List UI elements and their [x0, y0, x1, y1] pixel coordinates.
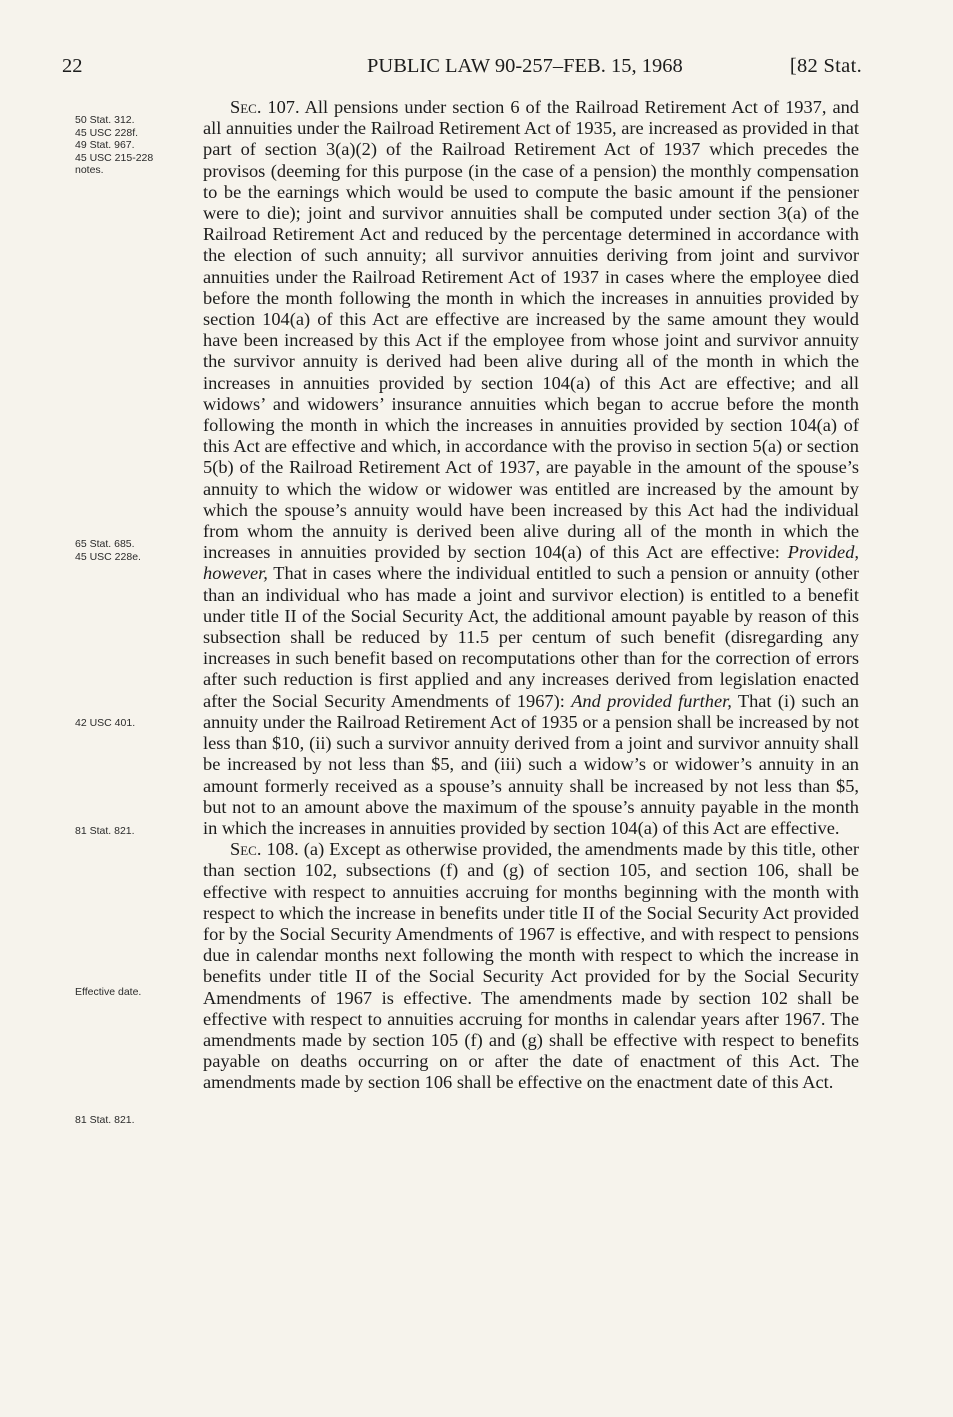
section-108 — [203, 839, 859, 1093]
page-header — [62, 52, 862, 82]
proviso-heading: Provided, however, — [203, 542, 859, 584]
section-text: That (i) such an annuity under the Railroad Retirement Act of 1935 or a pension shall be increased by not less than $10, (ii) such a survivor annuity derived from a joint and survivor annuity shall be increased by not less than $5, and (iii) such a widow’s or widower’s annuity in an amount formerly received as a spouse’s annuity shall be increased by not less than $5, but not to an amount above the maximum of the spouse’s annuity payable in the month in which the increases in annuities provided by section 104(a) of this Act are effective. — [203, 690, 859, 838]
section-text: All pensions under section 6 of the Railroad Retirement Act of 1937, and all annuities under the Railroad Retirement Act of 1935, are increased as provided in that part of section 3(a)(2) of the Railroad Retirement Act of 1937 which precedes the provisos (deeming for this purpose (in the case of a pension) the monthly compensation to be the earnings which would be used to compute the basic amount if the pensioner were to die); joint and survivor annuities shall be computed under section 3(a) of the Railroad Retirement Act and reduced by the percentage determined in accordance with the election of such annuity; all survivor annuities deriving from joint and survivor annuities under the Railroad Retirement Act of 1937 in cases where the employee died before the month following the month in which the increases in annuities provided by section 104(a) of this Act are effective are increased by the same amount they would have been increased by this Act if the employee from whose joint and survivor annuity the survivor annuity is derived had been alive during all of the month in which the increases in annuities provided by section 104(a) of this Act are effective; and all widows’ and widowers’ insurance annuities which began to accrue before the month following the month in which the increases in annuities provided by section 104(a) of this Act are effective and which, in accordance with the proviso in section 5(a) or section 5(b) of the Railroad Retirement Act of 1937, are payable in the amount of the spouse’s annuity to which the widow or widower was entitled are increased by the amount by which the spouse’s annuity would have been increased by this Act had the individual from whom the annuity is derived been alive during all of the month in which the increases in annuities provided by section 104(a) of this Act are effective: — [203, 97, 859, 563]
margin-citation: 65 Stat. 685. 45 USC 228e. — [75, 538, 141, 563]
section-label: Sec. 108. — [230, 839, 299, 860]
section-107 — [203, 97, 859, 839]
section-text: (a) Except as otherwise provided, the amendments made by this title, other than section 102, subsections (f) and (g) of section 105, and section 106, shall be effective with respect to annuities accruing for months beginning with the month with respect to which the increase in benefits under title II of the Social Security Act provided for by the Social Security Amendments of 1967 is effective, and with respect to pensions due in calendar months next following the month with respect to which the increase in benefits under title II of the Social Security Act provided for by the Social Security Amendments of 1967 is effective. The amendments made by section 102 shall be effective with respect to annuities accruing for months in calendar years after 1967. The amendments made by section 105 (f) and (g) shall be effective with respect to benefits payable on deaths occurring on or after the date of enactment of this Act. The amendments made by section 106 shall be effective on the enactment date of this Act. — [203, 839, 859, 1093]
margin-citation: 50 Stat. 312. 45 USC 228f. 49 Stat. 967. 45 USC 215-228 notes. — [75, 114, 154, 176]
margin-citation: 81 Stat. 821. — [75, 825, 135, 837]
margin-citation: 81 Stat. 821. — [75, 1114, 135, 1126]
statute-reference: [82 Stat. — [789, 55, 862, 77]
page-number: 22 — [62, 55, 83, 77]
section-text: That in cases where the individual entitled to such a pension or annuity (other than an individual who has made a joint and survivor election) is entitled to a benefit under title II of the Social Security Act, the additional amount payable by reason of this subsection shall be reduced by 11.5 per centum of such benefit (disregarding any increases in such benefit based on recomputations other than for the correction of errors after such reduction is first applied and any increases derived from legislation enacted after the Social Security Amendments of 1967): — [203, 563, 860, 711]
page-title: PUBLIC LAW 90-257–FEB. 15, 1968 — [367, 55, 683, 77]
effective-date-note: Effective date. — [75, 986, 142, 998]
proviso-heading: And provided further, — [571, 690, 732, 711]
body-text — [203, 97, 859, 1094]
margin-citation: 42 USC 401. — [75, 717, 136, 729]
section-label: Sec. 107. — [230, 97, 300, 117]
